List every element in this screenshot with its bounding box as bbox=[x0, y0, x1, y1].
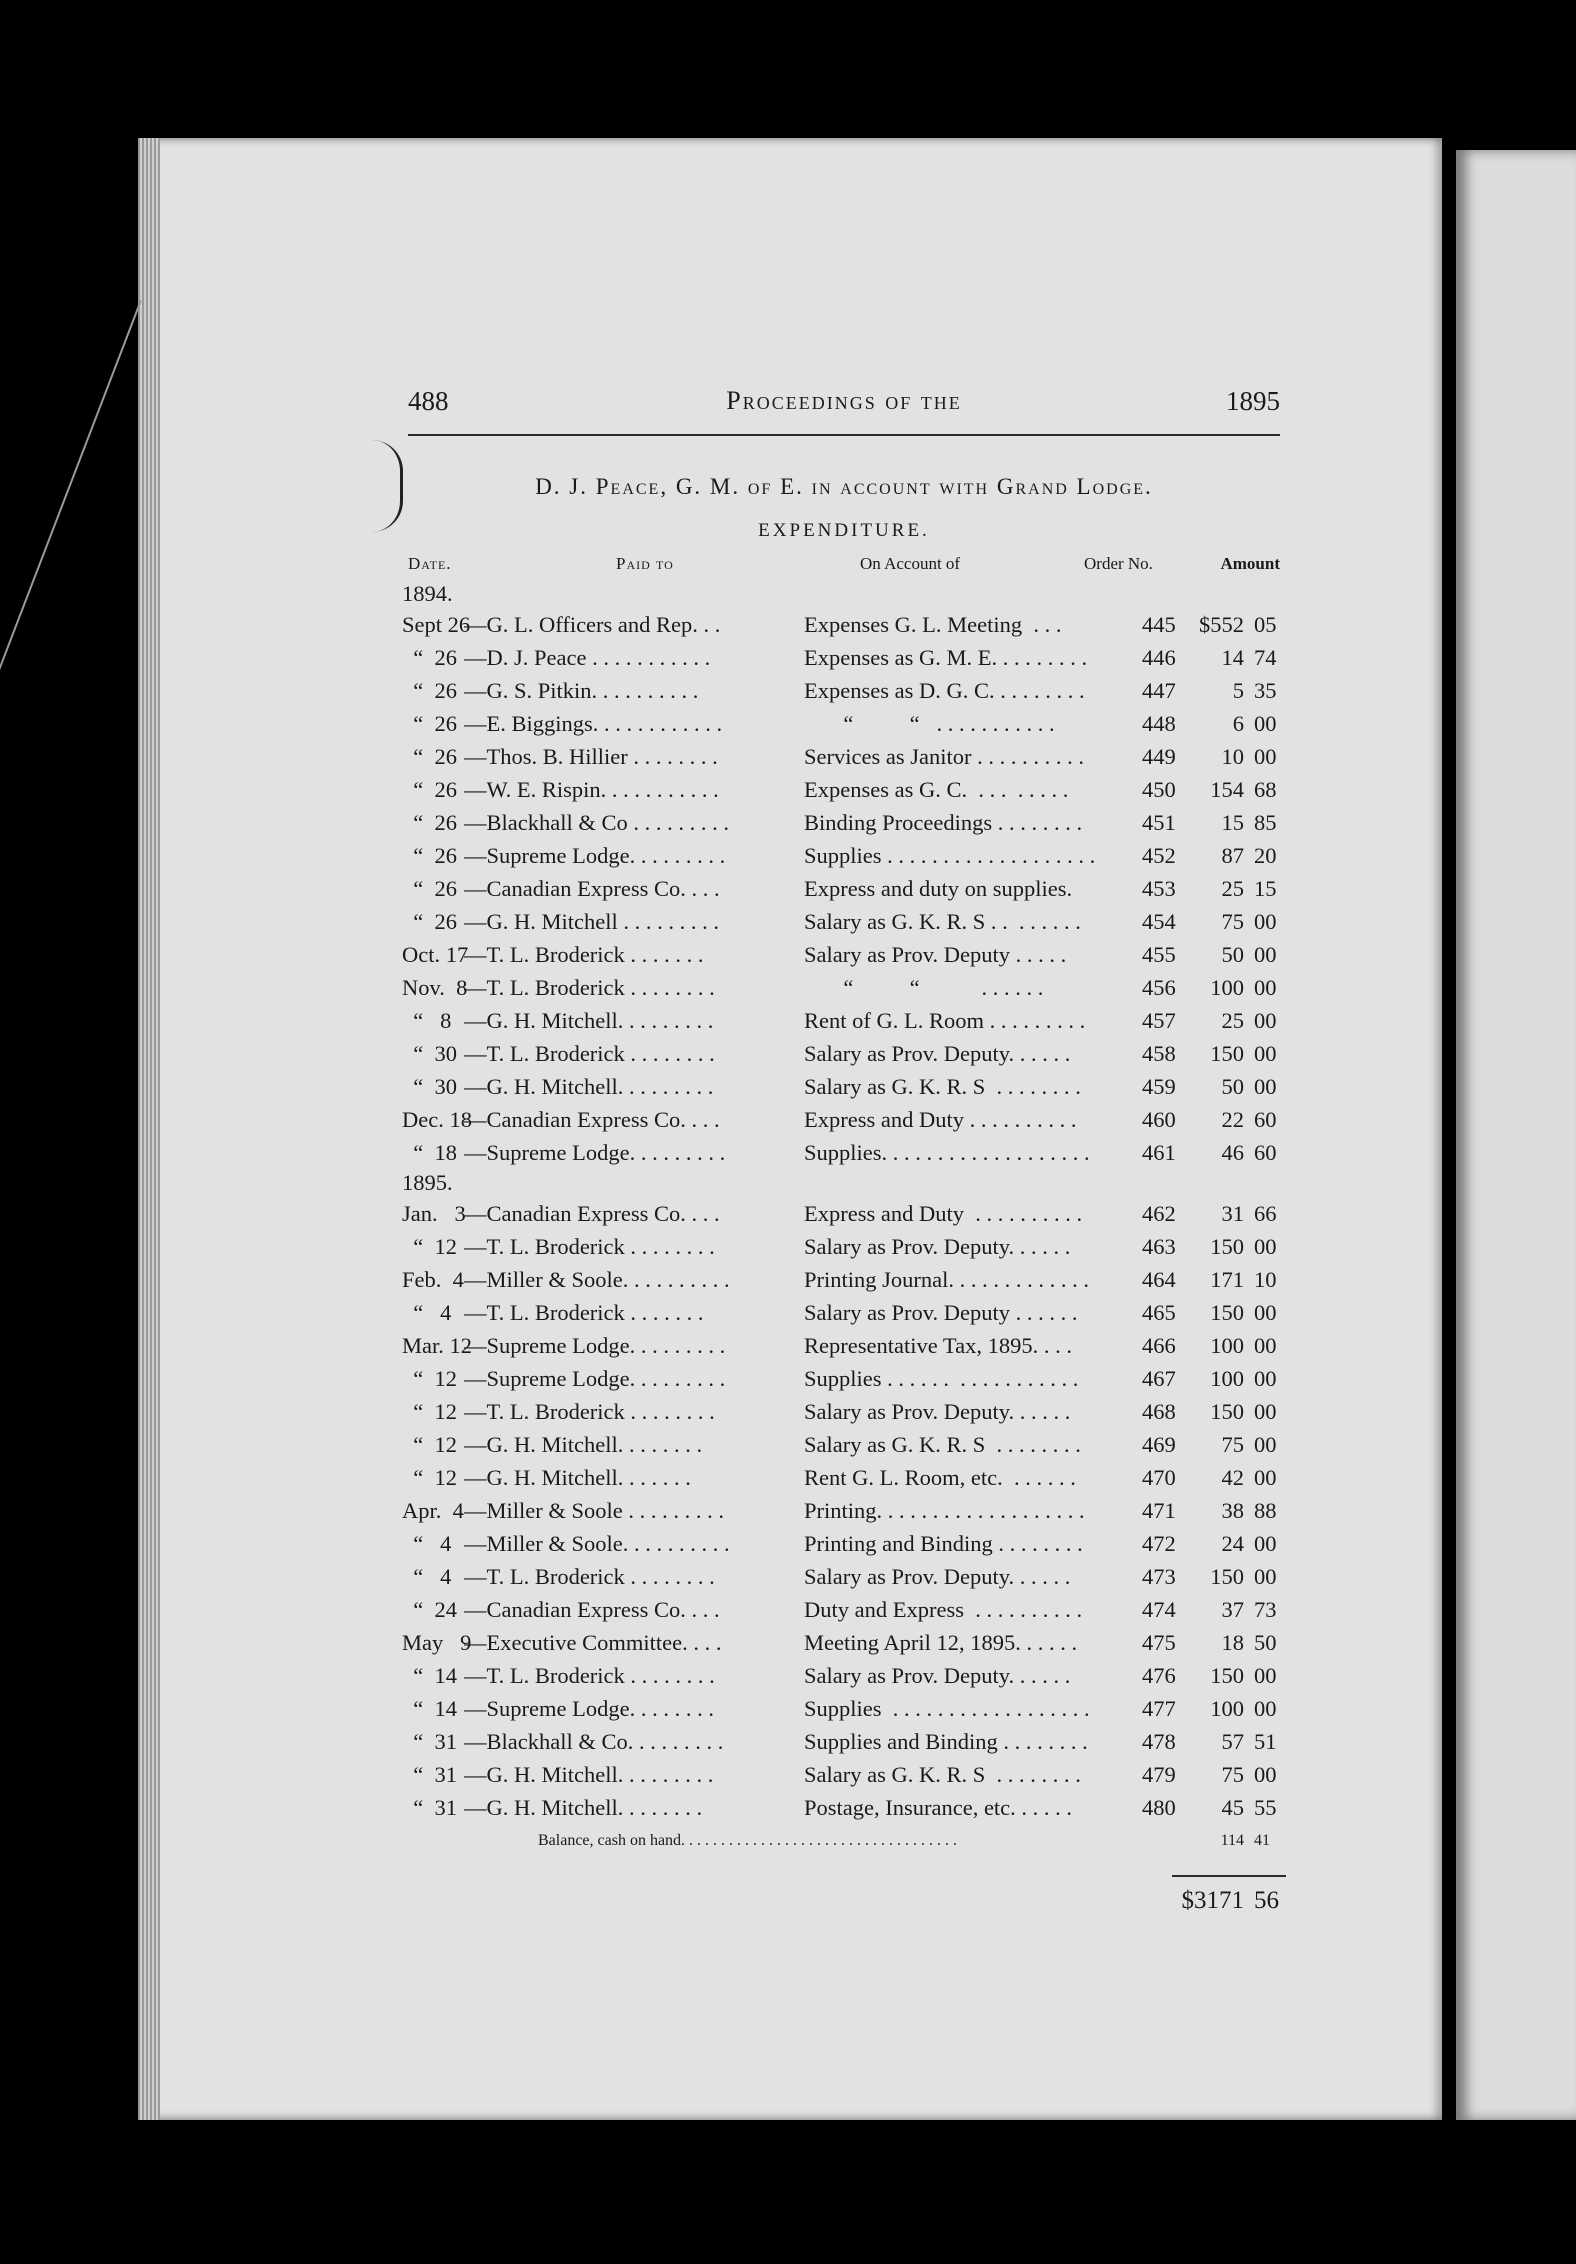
entry-account: Binding Proceedings . . . . . . . . bbox=[804, 810, 1083, 835]
entry-cents: 00 bbox=[1254, 1234, 1277, 1259]
ledger-rows bbox=[402, 580, 1280, 1824]
entry-account: Postage, Insurance, etc. . . . . . bbox=[804, 1795, 1073, 1820]
ledger-row bbox=[402, 1494, 1280, 1527]
entry-cents: 85 bbox=[1254, 810, 1277, 835]
entry-order-no: 462 bbox=[1142, 1201, 1176, 1226]
ledger-row bbox=[402, 1230, 1280, 1263]
entry-date: “ 31 bbox=[402, 1762, 457, 1787]
entry-date: “ 12 bbox=[402, 1432, 457, 1457]
entry-paid-to: —T. L. Broderick . . . . . . . . bbox=[464, 975, 715, 1000]
column-header-paid-to: Paid to bbox=[616, 554, 674, 573]
entry-cents: 00 bbox=[1254, 1041, 1277, 1066]
entry-paid-to: —Canadian Express Co. . . . bbox=[464, 1597, 720, 1622]
year-row bbox=[402, 580, 1280, 608]
entry-dollars: 75 bbox=[1221, 1432, 1244, 1457]
entry-dollars: 14 bbox=[1221, 645, 1244, 670]
entry-date: “ 26 bbox=[402, 810, 457, 835]
entry-account: Salary as Prov. Deputy. . . . . . bbox=[804, 1663, 1071, 1688]
entry-order-no: 477 bbox=[1142, 1696, 1176, 1721]
ledger-row bbox=[402, 1197, 1280, 1230]
entry-dollars: 22 bbox=[1221, 1107, 1244, 1132]
entry-paid-to: —Supreme Lodge. . . . . . . . . bbox=[464, 843, 726, 868]
entry-dollars: 150 bbox=[1210, 1399, 1244, 1424]
ledger-row bbox=[402, 872, 1280, 905]
ledger-page bbox=[402, 380, 1280, 1919]
entry-order-no: 448 bbox=[1142, 711, 1176, 736]
entry-account: Salary as Prov. Deputy . . . . . bbox=[804, 942, 1067, 967]
entry-dollars: 50 bbox=[1221, 1074, 1244, 1099]
entry-account: Supplies. . . . . . . . . . . . . . . . . . . bbox=[804, 1140, 1090, 1165]
entry-paid-to: —Blackhall & Co . . . . . . . . . bbox=[464, 810, 729, 835]
entry-order-no: 464 bbox=[1142, 1267, 1176, 1292]
entry-account: Express and duty on supplies. bbox=[804, 876, 1073, 901]
balance-cents: 41 bbox=[1254, 1832, 1270, 1849]
entry-order-no: 474 bbox=[1142, 1597, 1176, 1622]
entry-date: Sept 26 bbox=[402, 612, 471, 637]
entry-account: Rent of G. L. Room . . . . . . . . . bbox=[804, 1008, 1086, 1033]
entry-cents: 73 bbox=[1254, 1597, 1277, 1622]
entry-cents: 66 bbox=[1254, 1201, 1277, 1226]
entry-cents: 00 bbox=[1254, 1074, 1277, 1099]
entry-dollars: 57 bbox=[1221, 1729, 1244, 1754]
entry-order-no: 445 bbox=[1142, 612, 1176, 637]
ledger-row bbox=[402, 938, 1280, 971]
entry-date: Dec. 18 bbox=[402, 1107, 472, 1132]
entry-date: Feb. 4 bbox=[402, 1267, 464, 1292]
entry-order-no: 454 bbox=[1142, 909, 1176, 934]
entry-cents: 10 bbox=[1254, 1267, 1277, 1292]
entry-cents: 00 bbox=[1254, 744, 1277, 769]
entry-date: “ 26 bbox=[402, 678, 457, 703]
entry-cents: 00 bbox=[1254, 1696, 1277, 1721]
entry-date: “ 26 bbox=[402, 909, 457, 934]
entry-order-no: 467 bbox=[1142, 1366, 1176, 1391]
entry-paid-to: —G. S. Pitkin. . . . . . . . . . bbox=[464, 678, 699, 703]
entry-date: “ 24 bbox=[402, 1597, 457, 1622]
ledger-row bbox=[402, 1103, 1280, 1136]
ledger-row bbox=[402, 1593, 1280, 1626]
entry-order-no: 453 bbox=[1142, 876, 1176, 901]
entry-account: Salary as Prov. Deputy. . . . . . bbox=[804, 1564, 1071, 1589]
ledger-row bbox=[402, 1004, 1280, 1037]
entry-paid-to: —T. L. Broderick . . . . . . . . bbox=[464, 1041, 715, 1066]
entry-account: Salary as G. K. R. S . . . . . . . . bbox=[804, 1762, 1081, 1787]
entry-date: “ 12 bbox=[402, 1234, 457, 1259]
entry-dollars: $552 bbox=[1199, 612, 1244, 637]
entry-dollars: 75 bbox=[1221, 1762, 1244, 1787]
entry-cents: 00 bbox=[1254, 1432, 1277, 1457]
entry-order-no: 472 bbox=[1142, 1531, 1176, 1556]
year-row bbox=[402, 1169, 1280, 1197]
entry-date: “ 4 bbox=[402, 1564, 452, 1589]
entry-order-no: 469 bbox=[1142, 1432, 1176, 1457]
ledger-row bbox=[402, 971, 1280, 1004]
entry-date: “ 31 bbox=[402, 1795, 457, 1820]
balance-dollars: 114 bbox=[1220, 1832, 1244, 1849]
entry-paid-to: —Canadian Express Co. . . . bbox=[464, 1201, 720, 1226]
ledger-row bbox=[402, 707, 1280, 740]
entry-paid-to: —G. H. Mitchell . . . . . . . . . bbox=[464, 909, 719, 934]
entry-order-no: 461 bbox=[1142, 1140, 1176, 1165]
entry-dollars: 37 bbox=[1221, 1597, 1244, 1622]
balance-label: Balance, cash on hand. . . . . . . . . . . . . . . . . . . . . . . . . . . . . . . . . . . bbox=[538, 1832, 958, 1849]
entry-order-no: 468 bbox=[1142, 1399, 1176, 1424]
entry-account: Expenses as D. G. C. . . . . . . . . bbox=[804, 678, 1085, 703]
entry-order-no: 475 bbox=[1142, 1630, 1176, 1655]
running-head bbox=[408, 380, 1280, 430]
entry-account: Salary as Prov. Deputy. . . . . . bbox=[804, 1234, 1071, 1259]
entry-order-no: 471 bbox=[1142, 1498, 1176, 1523]
ledger-row bbox=[402, 1263, 1280, 1296]
entry-account: Salary as G. K. R. S . . . . . . . . bbox=[804, 909, 1081, 934]
entry-account: Printing and Binding . . . . . . . . bbox=[804, 1531, 1083, 1556]
entry-date: “ 12 bbox=[402, 1366, 457, 1391]
entry-order-no: 457 bbox=[1142, 1008, 1176, 1033]
entry-account: Expenses as G. M. E. . . . . . . . . bbox=[804, 645, 1088, 670]
entry-dollars: 100 bbox=[1210, 975, 1244, 1000]
ledger-row bbox=[402, 740, 1280, 773]
entry-cents: 00 bbox=[1254, 1366, 1277, 1391]
account-title: D. J. Peace, G. M. of E. in account with Grand Lodge. bbox=[535, 474, 1153, 499]
ledger-row bbox=[402, 1725, 1280, 1758]
ledger-row bbox=[402, 1136, 1280, 1169]
ledger-row bbox=[402, 839, 1280, 872]
entry-date: “ 4 bbox=[402, 1300, 452, 1325]
entry-order-no: 449 bbox=[1142, 744, 1176, 769]
entry-cents: 50 bbox=[1254, 1630, 1277, 1655]
entry-date: “ 14 bbox=[402, 1696, 457, 1721]
entry-dollars: 100 bbox=[1210, 1366, 1244, 1391]
entry-paid-to: —Miller & Soole. . . . . . . . . . bbox=[464, 1267, 730, 1292]
entry-date: “ 30 bbox=[402, 1041, 457, 1066]
entry-order-no: 478 bbox=[1142, 1729, 1176, 1754]
entry-date: Jan. 3 bbox=[402, 1201, 466, 1226]
entry-date: “ 26 bbox=[402, 645, 457, 670]
ledger-row bbox=[402, 1692, 1280, 1725]
ledger-row bbox=[402, 1070, 1280, 1103]
entry-cents: 00 bbox=[1254, 1663, 1277, 1688]
entry-paid-to: —G. H. Mitchell. . . . . . . . . bbox=[464, 1762, 714, 1787]
page-number: 488 bbox=[408, 386, 449, 416]
ledger-row bbox=[402, 1461, 1280, 1494]
entry-paid-to: —G. H. Mitchell. . . . . . . . . bbox=[464, 1008, 714, 1033]
entry-cents: 00 bbox=[1254, 1333, 1277, 1358]
entry-order-no: 459 bbox=[1142, 1074, 1176, 1099]
entry-date: “ 26 bbox=[402, 876, 457, 901]
entry-dollars: 15 bbox=[1221, 810, 1244, 835]
balance-row bbox=[408, 1824, 1280, 1857]
entry-date: May 9 bbox=[402, 1630, 472, 1655]
entry-cents: 00 bbox=[1254, 711, 1277, 736]
entry-paid-to: —G. H. Mitchell. . . . . . . . bbox=[464, 1795, 703, 1820]
total-cents: 56 bbox=[1254, 1887, 1279, 1914]
entry-dollars: 150 bbox=[1210, 1663, 1244, 1688]
ledger-row bbox=[402, 674, 1280, 707]
entry-date: “ 8 bbox=[402, 1008, 452, 1033]
entry-cents: 05 bbox=[1254, 612, 1277, 637]
entry-date: “ 26 bbox=[402, 777, 457, 802]
year-label: 1895. bbox=[402, 1170, 453, 1195]
entry-account: Salary as Prov. Deputy. . . . . . bbox=[804, 1041, 1071, 1066]
entry-date: “ 4 bbox=[402, 1531, 452, 1556]
ledger-row bbox=[402, 641, 1280, 674]
entry-date: Mar. 12 bbox=[402, 1333, 472, 1358]
entry-date: “ 18 bbox=[402, 1140, 457, 1165]
entry-paid-to: —Miller & Soole. . . . . . . . . . bbox=[464, 1531, 730, 1556]
entry-paid-to: —G. H. Mitchell. . . . . . . . bbox=[464, 1432, 703, 1457]
entry-order-no: 450 bbox=[1142, 777, 1176, 802]
entry-dollars: 10 bbox=[1221, 744, 1244, 769]
entry-dollars: 5 bbox=[1232, 678, 1244, 703]
entry-date: “ 26 bbox=[402, 843, 457, 868]
entry-order-no: 455 bbox=[1142, 942, 1176, 967]
column-header-amount: Amount bbox=[1220, 554, 1280, 573]
entry-account: Services as Janitor . . . . . . . . . . bbox=[804, 744, 1084, 769]
entry-paid-to: —Supreme Lodge. . . . . . . . . bbox=[464, 1366, 726, 1391]
entry-dollars: 45 bbox=[1221, 1795, 1244, 1820]
entry-cents: 00 bbox=[1254, 1564, 1277, 1589]
entry-account: Express and Duty . . . . . . . . . . bbox=[804, 1201, 1083, 1226]
entry-paid-to: —Canadian Express Co. . . . bbox=[464, 1107, 720, 1132]
entry-account: Salary as G. K. R. S . . . . . . . . bbox=[804, 1074, 1081, 1099]
entry-cents: 00 bbox=[1254, 1762, 1277, 1787]
entry-account: Expenses as G. C. . . . . . . . . bbox=[804, 777, 1069, 802]
entry-order-no: 466 bbox=[1142, 1333, 1176, 1358]
entry-date: Apr. 4 bbox=[402, 1498, 464, 1523]
running-year: 1895 bbox=[1226, 386, 1280, 416]
entry-cents: 20 bbox=[1254, 843, 1277, 868]
entry-date: Oct. 17 bbox=[402, 942, 469, 967]
entry-cents: 88 bbox=[1254, 1498, 1277, 1523]
entry-paid-to: —Miller & Soole . . . . . . . . . bbox=[464, 1498, 724, 1523]
ledger-row bbox=[402, 1758, 1280, 1791]
entry-paid-to: —T. L. Broderick . . . . . . . bbox=[464, 942, 704, 967]
ledger-row bbox=[402, 806, 1280, 839]
ledger-row bbox=[402, 905, 1280, 938]
ledger-row bbox=[402, 1037, 1280, 1070]
entry-paid-to: —W. E. Rispin. . . . . . . . . . . bbox=[464, 777, 719, 802]
entry-order-no: 451 bbox=[1142, 810, 1176, 835]
entry-paid-to: —Executive Committee. . . . bbox=[464, 1630, 722, 1655]
entry-dollars: 38 bbox=[1221, 1498, 1244, 1523]
entry-dollars: 25 bbox=[1221, 1008, 1244, 1033]
column-headers bbox=[408, 554, 1280, 580]
ledger-row bbox=[402, 1560, 1280, 1593]
entry-account: Duty and Express . . . . . . . . . . bbox=[804, 1597, 1083, 1622]
header-rule bbox=[408, 434, 1280, 436]
total-row bbox=[408, 1875, 1280, 1919]
entry-dollars: 18 bbox=[1221, 1630, 1244, 1655]
entry-dollars: 6 bbox=[1232, 711, 1244, 736]
entry-paid-to: —Supreme Lodge. . . . . . . . . bbox=[464, 1140, 726, 1165]
entry-cents: 35 bbox=[1254, 678, 1277, 703]
entry-cents: 60 bbox=[1254, 1107, 1277, 1132]
ledger-row bbox=[402, 1659, 1280, 1692]
entry-cents: 00 bbox=[1254, 942, 1277, 967]
entry-dollars: 100 bbox=[1210, 1333, 1244, 1358]
entry-order-no: 473 bbox=[1142, 1564, 1176, 1589]
entry-dollars: 31 bbox=[1221, 1201, 1244, 1226]
ledger-row bbox=[402, 1791, 1280, 1824]
entry-cents: 00 bbox=[1254, 1465, 1277, 1490]
entry-account: Express and Duty . . . . . . . . . . bbox=[804, 1107, 1077, 1132]
entry-paid-to: —G. H. Mitchell. . . . . . . . . bbox=[464, 1074, 714, 1099]
entry-order-no: 452 bbox=[1142, 843, 1176, 868]
entry-cents: 00 bbox=[1254, 975, 1277, 1000]
entry-paid-to: —T. L. Broderick . . . . . . . bbox=[464, 1300, 704, 1325]
entry-dollars: 50 bbox=[1221, 942, 1244, 967]
entry-dollars: 87 bbox=[1221, 843, 1244, 868]
entry-paid-to: —T. L. Broderick . . . . . . . . bbox=[464, 1564, 715, 1589]
entry-dollars: 46 bbox=[1221, 1140, 1244, 1165]
entry-dollars: 150 bbox=[1210, 1564, 1244, 1589]
entry-dollars: 25 bbox=[1221, 876, 1244, 901]
entry-date: “ 14 bbox=[402, 1663, 457, 1688]
entry-account: Supplies . . . . . . . . . . . . . . . . . bbox=[804, 1366, 1079, 1391]
entry-dollars: 42 bbox=[1221, 1465, 1244, 1490]
entry-cents: 74 bbox=[1254, 645, 1277, 670]
entry-cents: 68 bbox=[1254, 777, 1277, 802]
column-header-on-account-of: On Account of bbox=[860, 554, 961, 573]
entry-account: Supplies . . . . . . . . . . . . . . . . . . bbox=[804, 1696, 1090, 1721]
entry-order-no: 476 bbox=[1142, 1663, 1176, 1688]
entry-dollars: 100 bbox=[1210, 1696, 1244, 1721]
entry-order-no: 446 bbox=[1142, 645, 1176, 670]
entry-paid-to: —Thos. B. Hillier . . . . . . . . bbox=[464, 744, 718, 769]
entry-order-no: 480 bbox=[1142, 1795, 1176, 1820]
running-title: Proceedings of the bbox=[726, 386, 962, 415]
entry-order-no: 458 bbox=[1142, 1041, 1176, 1066]
total-rule bbox=[1172, 1875, 1286, 1877]
ledger-row bbox=[402, 1296, 1280, 1329]
entry-dollars: 75 bbox=[1221, 909, 1244, 934]
entry-paid-to: —T. L. Broderick . . . . . . . . bbox=[464, 1663, 715, 1688]
scan-artifact-line bbox=[0, 300, 142, 786]
entry-cents: 00 bbox=[1254, 1008, 1277, 1033]
ledger-row bbox=[402, 773, 1280, 806]
entry-date: “ 30 bbox=[402, 1074, 457, 1099]
entry-paid-to: —Supreme Lodge. . . . . . . . bbox=[464, 1696, 714, 1721]
section-title: EXPENDITURE. bbox=[758, 520, 930, 541]
ledger-row bbox=[402, 1527, 1280, 1560]
entry-account: Printing Journal. . . . . . . . . . . . . bbox=[804, 1267, 1089, 1292]
entry-paid-to: —T. L. Broderick . . . . . . . . bbox=[464, 1234, 715, 1259]
entry-account: “ “ . . . . . . bbox=[804, 975, 1044, 1000]
column-header-order-no: Order No. bbox=[1084, 554, 1153, 573]
entry-paid-to: —D. J. Peace . . . . . . . . . . . bbox=[464, 645, 711, 670]
total-dollars: $3171 bbox=[1181, 1887, 1244, 1914]
entry-cents: 60 bbox=[1254, 1140, 1277, 1165]
entry-dollars: 150 bbox=[1210, 1300, 1244, 1325]
entry-account: Salary as Prov. Deputy . . . . . . bbox=[804, 1300, 1078, 1325]
entry-account: Supplies and Binding . . . . . . . . bbox=[804, 1729, 1088, 1754]
entry-paid-to: —Blackhall & Co. . . . . . . . . bbox=[464, 1729, 724, 1754]
entry-account: Salary as Prov. Deputy. . . . . . bbox=[804, 1399, 1071, 1424]
ledger-row bbox=[402, 608, 1280, 641]
entry-account: Printing. . . . . . . . . . . . . . . . . . . bbox=[804, 1498, 1085, 1523]
year-label: 1894. bbox=[402, 581, 453, 606]
entry-dollars: 154 bbox=[1210, 777, 1244, 802]
entry-date: “ 26 bbox=[402, 744, 457, 769]
entry-order-no: 460 bbox=[1142, 1107, 1176, 1132]
entry-account: Representative Tax, 1895. . . . bbox=[804, 1333, 1072, 1358]
entry-paid-to: —E. Biggings. . . . . . . . . . . . bbox=[464, 711, 723, 736]
entry-account: Expenses G. L. Meeting . . . bbox=[804, 612, 1062, 637]
entry-dollars: 171 bbox=[1210, 1267, 1244, 1292]
entry-cents: 00 bbox=[1254, 909, 1277, 934]
ledger-row bbox=[402, 1428, 1280, 1461]
entry-date: Nov. 8 bbox=[402, 975, 468, 1000]
entry-account: Supplies . . . . . . . . . . . . . . . . . . . bbox=[804, 843, 1096, 868]
entry-cents: 51 bbox=[1254, 1729, 1277, 1754]
entry-date: “ 12 bbox=[402, 1465, 457, 1490]
entry-date: “ 12 bbox=[402, 1399, 457, 1424]
entry-paid-to: —T. L. Broderick . . . . . . . . bbox=[464, 1399, 715, 1424]
column-header-date: Date. bbox=[408, 554, 452, 573]
entry-order-no: 456 bbox=[1142, 975, 1176, 1000]
entry-order-no: 470 bbox=[1142, 1465, 1176, 1490]
entry-account: Meeting April 12, 1895. . . . . . bbox=[804, 1630, 1078, 1655]
entry-account: Salary as G. K. R. S . . . . . . . . bbox=[804, 1432, 1081, 1457]
entry-date: “ 26 bbox=[402, 711, 457, 736]
entry-cents: 15 bbox=[1254, 876, 1277, 901]
entry-paid-to: —G. H. Mitchell. . . . . . . bbox=[464, 1465, 691, 1490]
entry-account: Rent G. L. Room, etc. . . . . . . bbox=[804, 1465, 1076, 1490]
entry-order-no: 447 bbox=[1142, 678, 1176, 703]
entry-order-no: 463 bbox=[1142, 1234, 1176, 1259]
ledger-row bbox=[402, 1362, 1280, 1395]
entry-dollars: 24 bbox=[1221, 1531, 1244, 1556]
entry-paid-to: —Supreme Lodge. . . . . . . . . bbox=[464, 1333, 726, 1358]
entry-cents: 00 bbox=[1254, 1300, 1277, 1325]
book-page-right bbox=[1456, 150, 1576, 2120]
entry-cents: 00 bbox=[1254, 1531, 1277, 1556]
ledger-row bbox=[402, 1626, 1280, 1659]
entry-account: “ “ . . . . . . . . . . . bbox=[804, 711, 1055, 736]
entry-cents: 00 bbox=[1254, 1399, 1277, 1424]
entry-date: “ 31 bbox=[402, 1729, 457, 1754]
ledger-row bbox=[402, 1329, 1280, 1362]
entry-cents: 55 bbox=[1254, 1795, 1277, 1820]
entry-dollars: 150 bbox=[1210, 1041, 1244, 1066]
entry-paid-to: —Canadian Express Co. . . . bbox=[464, 876, 720, 901]
entry-order-no: 465 bbox=[1142, 1300, 1176, 1325]
entry-order-no: 479 bbox=[1142, 1762, 1176, 1787]
entry-dollars: 150 bbox=[1210, 1234, 1244, 1259]
entry-paid-to: —G. L. Officers and Rep. . . bbox=[464, 612, 721, 637]
ledger-row bbox=[402, 1395, 1280, 1428]
